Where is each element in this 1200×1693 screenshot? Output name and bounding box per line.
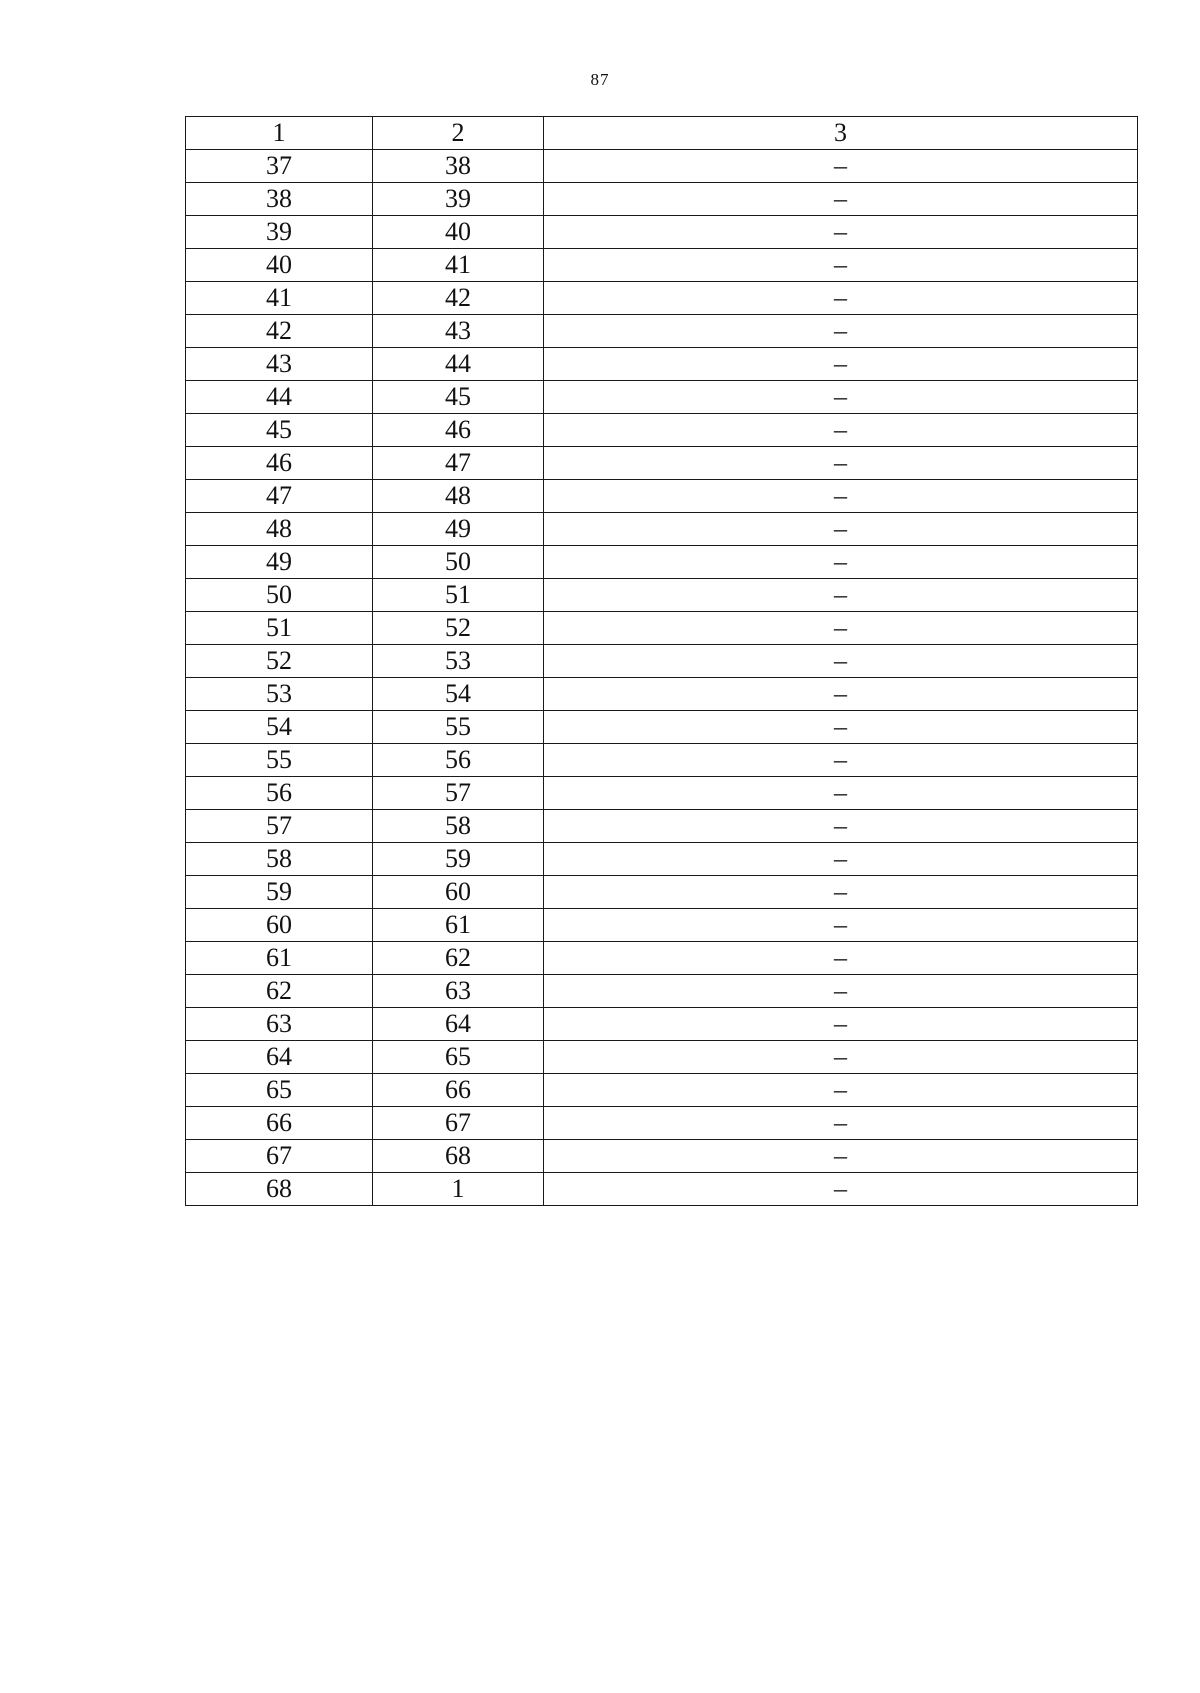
table-cell-col-2: 52 — [373, 612, 544, 645]
table-cell-col-3: – — [544, 348, 1138, 381]
table-row — [186, 645, 1138, 678]
table-cell-col-2: 40 — [373, 216, 544, 249]
table-row — [186, 381, 1138, 414]
table-row — [186, 183, 1138, 216]
table-cell-col-3: – — [544, 1140, 1138, 1173]
table-cell-col-3: – — [544, 381, 1138, 414]
table-cell-col-1: 41 — [186, 282, 373, 315]
table-cell-col-2: 66 — [373, 1074, 544, 1107]
table-cell-col-2: 60 — [373, 876, 544, 909]
table-cell-col-2: 42 — [373, 282, 544, 315]
table-cell-col-2: 41 — [373, 249, 544, 282]
table-cell-col-1: 40 — [186, 249, 373, 282]
table-row — [186, 579, 1138, 612]
table-cell-col-1: 37 — [186, 150, 373, 183]
table-cell-col-1: 49 — [186, 546, 373, 579]
table-row — [186, 678, 1138, 711]
table-row — [186, 216, 1138, 249]
table-cell-col-1: 61 — [186, 942, 373, 975]
table-cell-col-2: 67 — [373, 1107, 544, 1140]
table-cell-col-1: 56 — [186, 777, 373, 810]
table-cell-col-3: – — [544, 711, 1138, 744]
table-cell-col-1: 43 — [186, 348, 373, 381]
table-cell-col-1: 66 — [186, 1107, 373, 1140]
table-cell-col-3: – — [544, 480, 1138, 513]
table-cell-col-1: 42 — [186, 315, 373, 348]
table-row — [186, 612, 1138, 645]
table-cell-col-1: 55 — [186, 744, 373, 777]
data-table — [185, 116, 1138, 1206]
table-cell-col-1: 59 — [186, 876, 373, 909]
table-cell-col-1: 65 — [186, 1074, 373, 1107]
table-cell-col-3: – — [544, 579, 1138, 612]
table-cell-col-2: 44 — [373, 348, 544, 381]
table-cell-col-1: 38 — [186, 183, 373, 216]
table-cell-col-1: 53 — [186, 678, 373, 711]
table-cell-col-2: 64 — [373, 1008, 544, 1041]
table-cell-col-2: 50 — [373, 546, 544, 579]
table-cell-col-3: – — [544, 777, 1138, 810]
table-cell-col-3: – — [544, 744, 1138, 777]
table-cell-col-3: – — [544, 810, 1138, 843]
table-cell-col-1: 62 — [186, 975, 373, 1008]
table-cell-col-2: 38 — [373, 150, 544, 183]
table-cell-col-3: – — [544, 546, 1138, 579]
table-cell-col-2: 62 — [373, 942, 544, 975]
table-cell-col-2: 53 — [373, 645, 544, 678]
table-row — [186, 810, 1138, 843]
table-cell-col-1: 46 — [186, 447, 373, 480]
table-cell-col-2: 54 — [373, 678, 544, 711]
table-row — [186, 1140, 1138, 1173]
table-cell-col-3: – — [544, 678, 1138, 711]
table-cell-col-3: – — [544, 1074, 1138, 1107]
table-cell-col-2: 63 — [373, 975, 544, 1008]
table-cell-col-3: – — [544, 216, 1138, 249]
table-cell-col-2: 45 — [373, 381, 544, 414]
table-cell-col-1: 45 — [186, 414, 373, 447]
table-row — [186, 480, 1138, 513]
table-cell-col-2: 43 — [373, 315, 544, 348]
table-row — [186, 513, 1138, 546]
table-cell-col-3: – — [544, 447, 1138, 480]
table-row — [186, 546, 1138, 579]
table-cell-col-1: 48 — [186, 513, 373, 546]
table-cell-col-3: – — [544, 843, 1138, 876]
table-cell-col-3: – — [544, 876, 1138, 909]
table-row — [186, 1041, 1138, 1074]
table-row — [186, 1074, 1138, 1107]
header-cell-col-2: 2 — [373, 117, 544, 150]
table-cell-col-1: 67 — [186, 1140, 373, 1173]
table-row — [186, 942, 1138, 975]
table-cell-col-2: 58 — [373, 810, 544, 843]
table-cell-col-3: – — [544, 513, 1138, 546]
table-row — [186, 876, 1138, 909]
table-body — [186, 150, 1138, 1206]
table-row — [186, 711, 1138, 744]
table-row — [186, 744, 1138, 777]
table-cell-col-2: 49 — [373, 513, 544, 546]
table-cell-col-3: – — [544, 282, 1138, 315]
table-cell-col-3: – — [544, 414, 1138, 447]
table-cell-col-3: – — [544, 150, 1138, 183]
table-cell-col-3: – — [544, 975, 1138, 1008]
table-cell-col-1: 39 — [186, 216, 373, 249]
table-cell-col-1: 58 — [186, 843, 373, 876]
header-cell-col-3: 3 — [544, 117, 1138, 150]
table-cell-col-3: – — [544, 1107, 1138, 1140]
table-cell-col-2: 56 — [373, 744, 544, 777]
table-cell-col-2: 68 — [373, 1140, 544, 1173]
table-cell-col-3: – — [544, 1008, 1138, 1041]
table-cell-col-1: 52 — [186, 645, 373, 678]
table-cell-col-1: 50 — [186, 579, 373, 612]
table-cell-col-2: 55 — [373, 711, 544, 744]
table-row — [186, 777, 1138, 810]
header-cell-col-1: 1 — [186, 117, 373, 150]
table-cell-col-3: – — [544, 645, 1138, 678]
table-row — [186, 975, 1138, 1008]
table-cell-col-3: – — [544, 909, 1138, 942]
table-cell-col-2: 46 — [373, 414, 544, 447]
table-cell-col-1: 47 — [186, 480, 373, 513]
table-cell-col-3: – — [544, 612, 1138, 645]
table-cell-col-2: 47 — [373, 447, 544, 480]
table-cell-col-3: – — [544, 183, 1138, 216]
table-cell-col-3: – — [544, 1173, 1138, 1206]
table-row — [186, 282, 1138, 315]
table-row — [186, 1173, 1138, 1206]
table-cell-col-2: 61 — [373, 909, 544, 942]
table-cell-col-2: 39 — [373, 183, 544, 216]
table-cell-col-1: 60 — [186, 909, 373, 942]
table-cell-col-2: 59 — [373, 843, 544, 876]
table-cell-col-2: 1 — [373, 1173, 544, 1206]
table-row — [186, 414, 1138, 447]
table-row — [186, 315, 1138, 348]
table-cell-col-1: 63 — [186, 1008, 373, 1041]
table-row — [186, 843, 1138, 876]
table-cell-col-3: – — [544, 315, 1138, 348]
table-row — [186, 150, 1138, 183]
table-row — [186, 1008, 1138, 1041]
table-cell-col-1: 44 — [186, 381, 373, 414]
table-cell-col-1: 51 — [186, 612, 373, 645]
table-cell-col-3: – — [544, 249, 1138, 282]
table-header — [186, 117, 1138, 150]
table-cell-col-2: 65 — [373, 1041, 544, 1074]
table-cell-col-1: 57 — [186, 810, 373, 843]
table-row — [186, 909, 1138, 942]
table-cell-col-1: 64 — [186, 1041, 373, 1074]
table-cell-col-1: 68 — [186, 1173, 373, 1206]
table-cell-col-2: 57 — [373, 777, 544, 810]
table-row — [186, 348, 1138, 381]
table-row — [186, 249, 1138, 282]
table-row — [186, 447, 1138, 480]
table-row — [186, 1107, 1138, 1140]
table-cell-col-1: 54 — [186, 711, 373, 744]
table-cell-col-2: 51 — [373, 579, 544, 612]
page-number: 87 — [590, 70, 610, 89]
table-cell-col-3: – — [544, 942, 1138, 975]
table-cell-col-3: – — [544, 1041, 1138, 1074]
header-row — [186, 117, 1138, 150]
table-cell-col-2: 48 — [373, 480, 544, 513]
